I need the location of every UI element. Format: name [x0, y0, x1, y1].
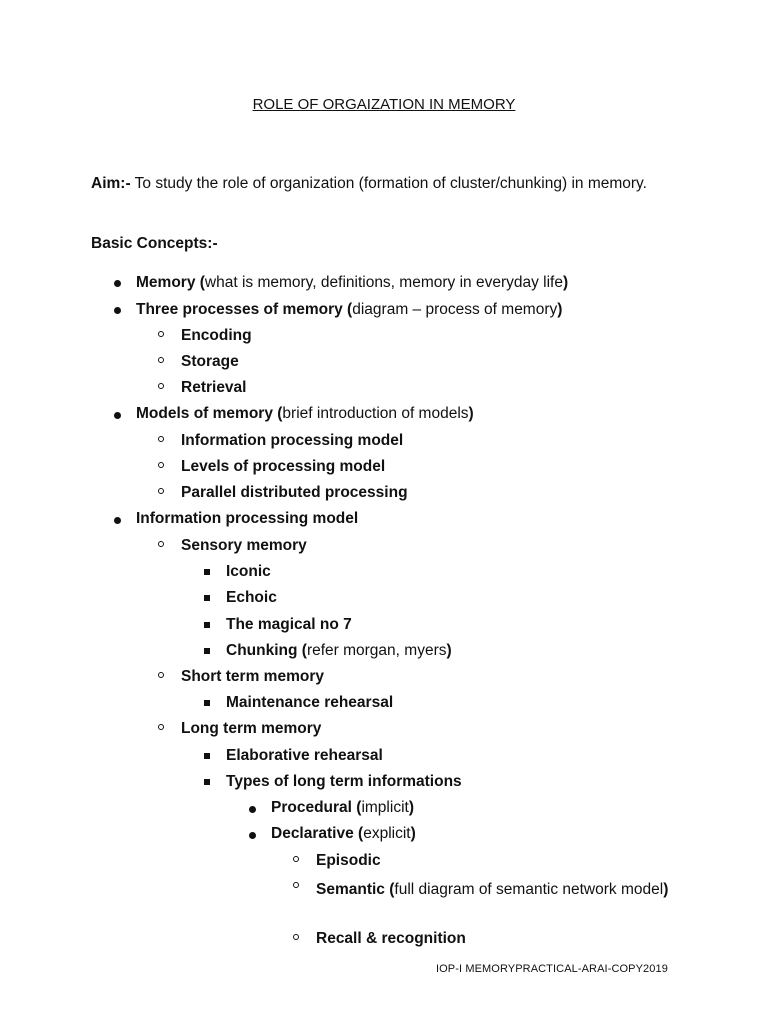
list-item-encoding: Encoding [181, 327, 252, 344]
bullet-circle-icon [158, 724, 164, 730]
bullet-circle-icon [158, 383, 164, 389]
list-item-models: Models of memory (brief introduction of models) [136, 405, 474, 422]
list-item-iconic: Iconic [226, 563, 271, 580]
list-item-memory: Memory (what is memory, definitions, memory in everyday life) [136, 274, 569, 291]
list-item-stm: Short term memory [181, 668, 324, 685]
list-item-episodic: Episodic [316, 852, 381, 869]
bullet-circle-icon [158, 672, 164, 678]
bullet-square-icon [204, 700, 210, 706]
list-item-declarative: Declarative (explicit) [271, 825, 416, 842]
bullet-square-icon [204, 595, 210, 601]
bullet-circle-icon [158, 541, 164, 547]
list-item-types: Types of long term informations [226, 773, 462, 790]
list-item-chunking: Chunking (refer morgan, myers) [226, 642, 452, 659]
document-title: ROLE OF ORGAIZATION IN MEMORY [252, 96, 516, 113]
bullet-disc-icon [114, 517, 121, 524]
list-item-recall: Recall & recognition [316, 930, 466, 947]
list-item-ipm: Information processing model [181, 432, 404, 449]
list-item-sensory: Sensory memory [181, 537, 307, 554]
bullet-circle-icon [158, 331, 164, 337]
list-item-procedural: Procedural (implicit) [271, 799, 414, 816]
list-item-elaborative: Elaborative rehearsal [226, 747, 383, 764]
aim-label: Aim:- [91, 175, 131, 192]
bullet-circle-icon [293, 856, 299, 862]
list-item-magical: The magical no 7 [226, 616, 352, 633]
bullet-square-icon [204, 648, 210, 654]
list-item-pdp: Parallel distributed processing [181, 484, 408, 501]
list-item-levels: Levels of processing model [181, 458, 386, 475]
bullet-disc-icon [114, 412, 121, 419]
bullet-disc-icon [249, 806, 256, 813]
bullet-circle-icon [293, 882, 299, 888]
bullet-square-icon [204, 753, 210, 759]
bullet-circle-icon [158, 436, 164, 442]
list-item-three-processes: Three processes of memory (diagram – process of memory) [136, 301, 563, 318]
bullet-square-icon [204, 622, 210, 628]
aim-paragraph [91, 171, 691, 197]
aim-text: To study the role of organization (formation of cluster/chunking) in memory. [130, 175, 647, 192]
page-footer: IOP-I MEMORYPRACTICAL-ARAI-COPY2019 [436, 963, 668, 975]
bullet-circle-icon [158, 462, 164, 468]
list-item-ltm: Long term memory [181, 720, 322, 737]
bullet-circle-icon [158, 488, 164, 494]
bullet-disc-icon [114, 280, 121, 287]
bullet-square-icon [204, 569, 210, 575]
bullet-square-icon [204, 779, 210, 785]
basic-concepts-heading: Basic Concepts:- [91, 235, 218, 252]
list-item-ipm-detail: Information processing model [136, 510, 359, 527]
bullet-disc-icon [249, 832, 256, 839]
bullet-circle-icon [158, 357, 164, 363]
list-item-echoic: Echoic [226, 589, 277, 606]
list-item-semantic: Semantic (full diagram of semantic network model) [316, 881, 669, 898]
bullet-disc-icon [114, 307, 121, 314]
list-item-storage: Storage [181, 353, 239, 370]
list-item-retrieval: Retrieval [181, 379, 247, 396]
bullet-circle-icon [293, 934, 299, 940]
list-item-maintenance: Maintenance rehearsal [226, 694, 394, 711]
